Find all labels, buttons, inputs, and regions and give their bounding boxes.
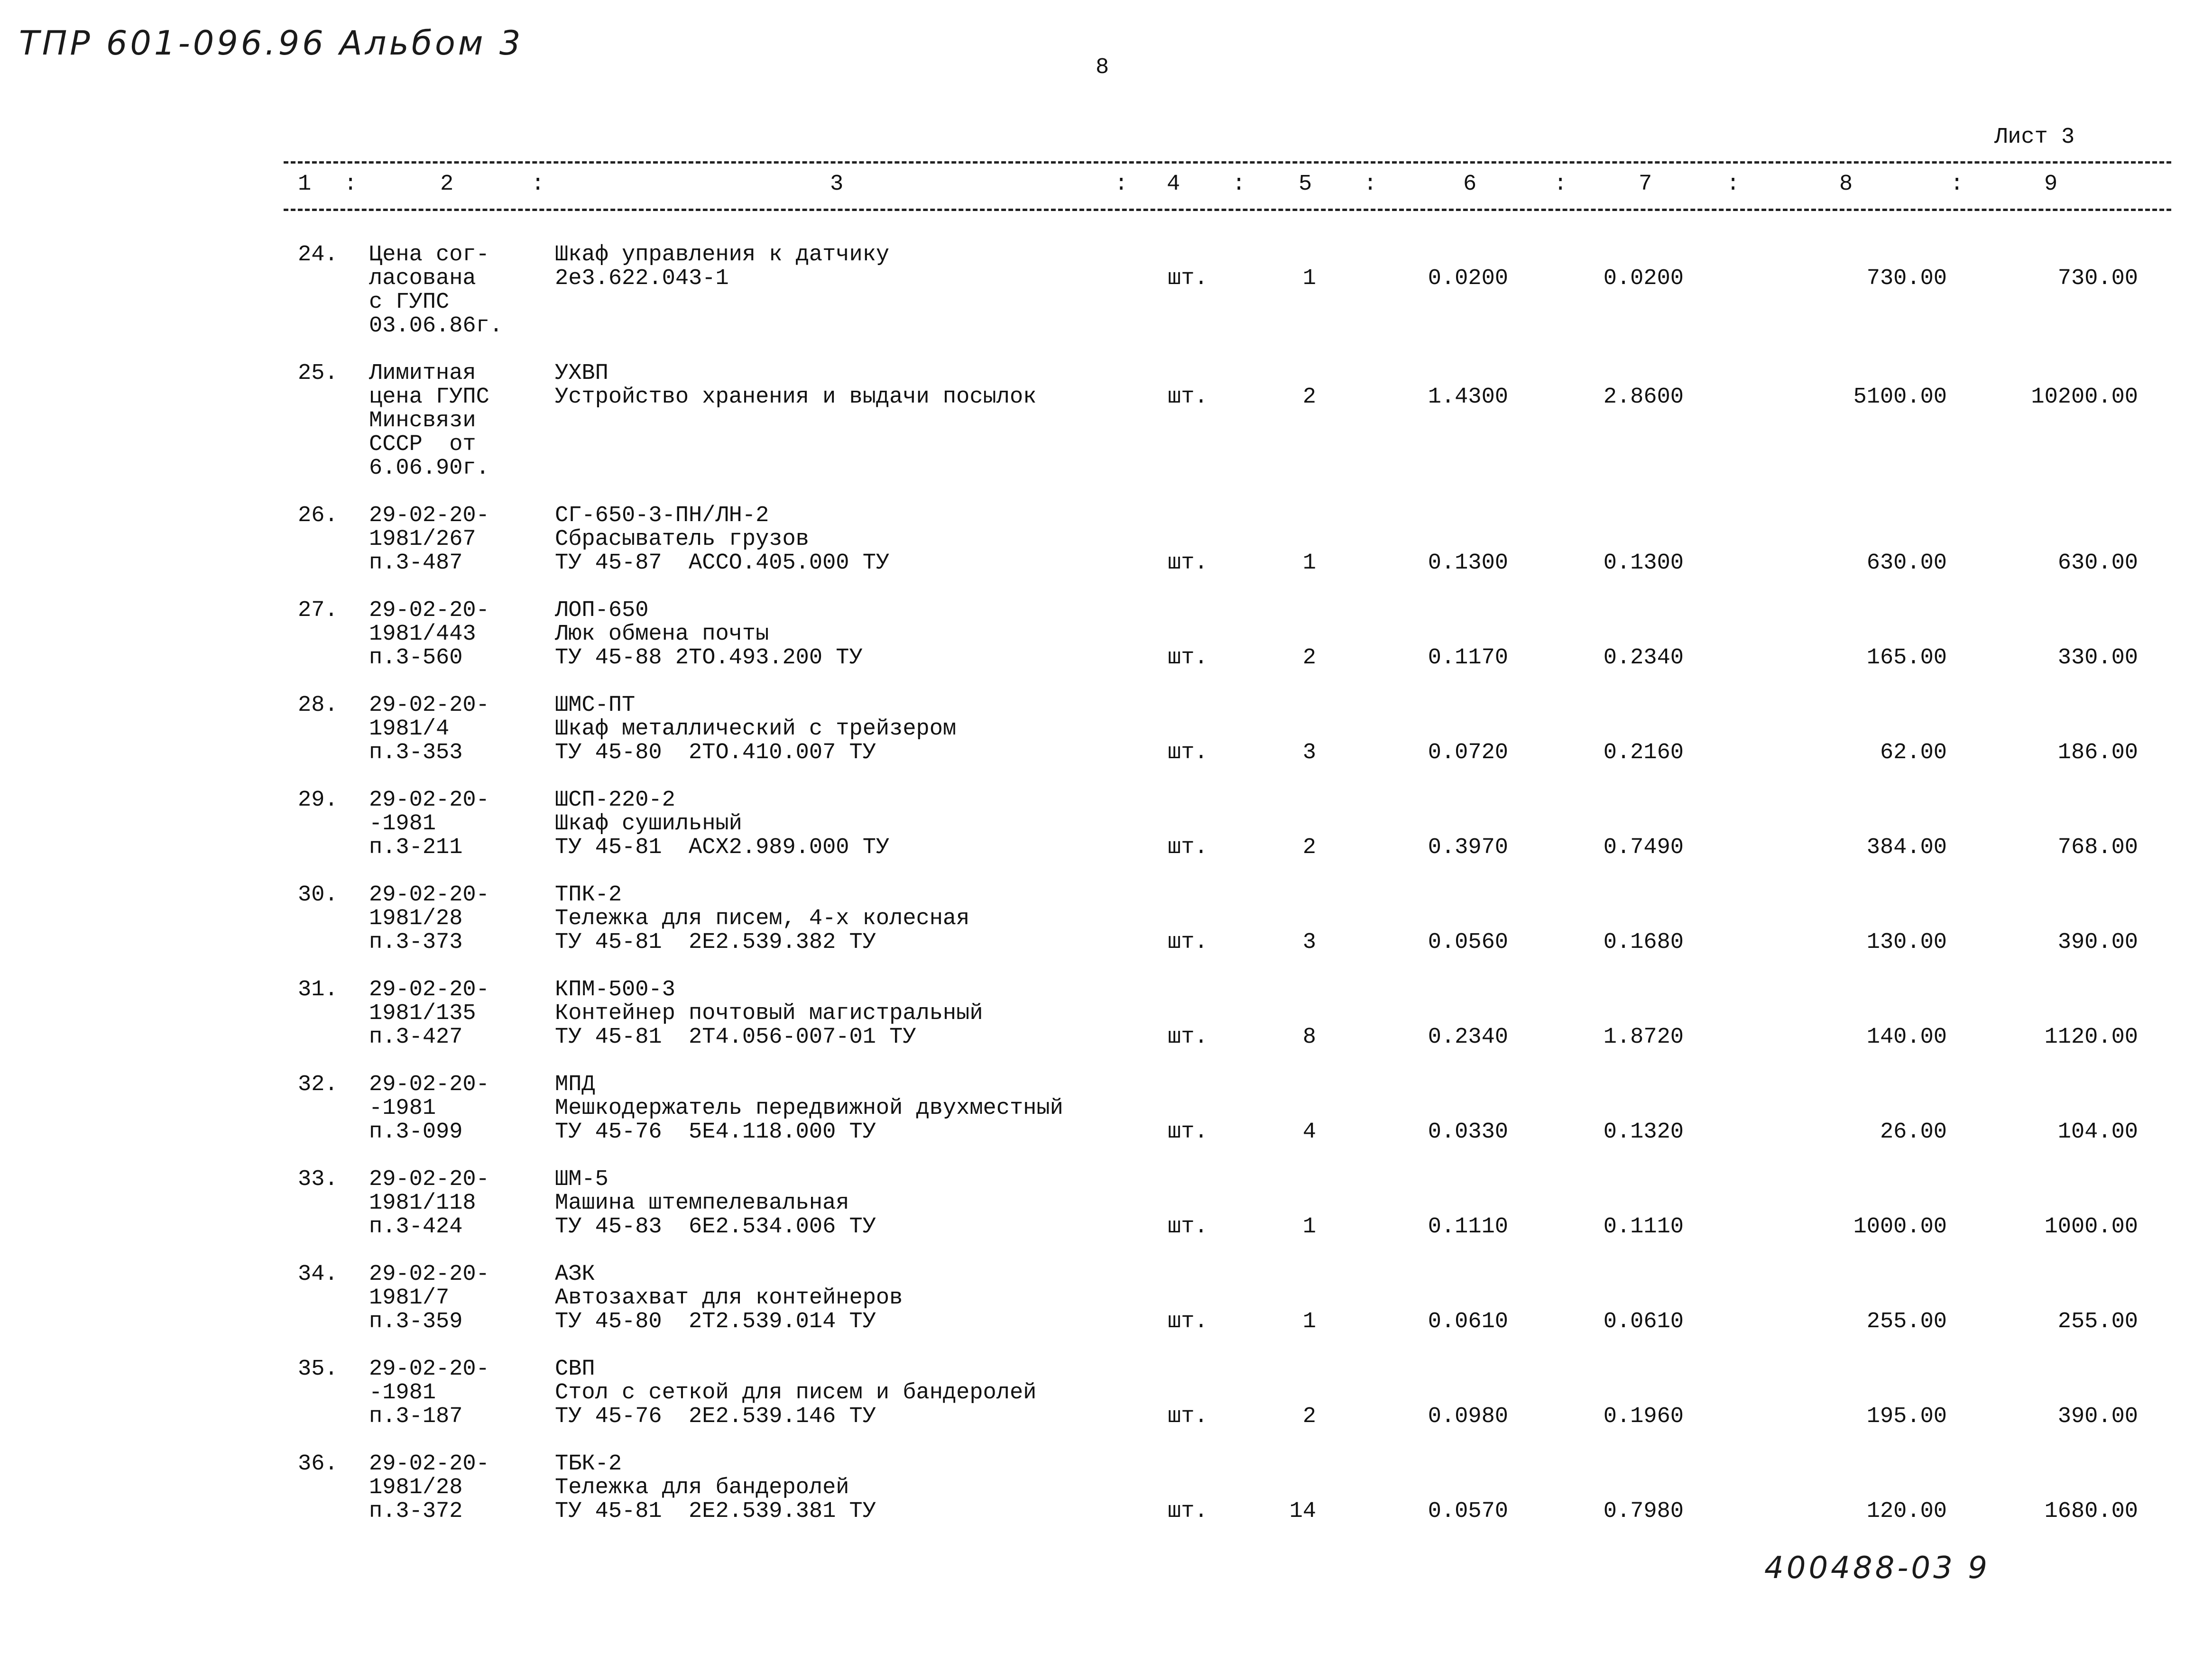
row-col8: 630.00 xyxy=(1866,551,1947,576)
row-col7: 0.0610 xyxy=(1603,1309,1684,1334)
row-description: Тележка для бандеролей xyxy=(555,1475,849,1500)
row-col8: 165.00 xyxy=(1866,645,1947,670)
row-reference: 03.06.86г. xyxy=(369,313,503,339)
column-header-9: 9 xyxy=(2044,172,2058,197)
row-unit: шт. xyxy=(1168,266,1208,291)
column-separator: : xyxy=(344,172,358,197)
row-reference: п.3-427 xyxy=(369,1025,463,1050)
row-unit: шт. xyxy=(1168,930,1208,955)
row-reference: -1981 xyxy=(369,1380,436,1405)
row-number: 30. xyxy=(298,882,338,908)
column-separator: : xyxy=(1554,172,1567,197)
row-col8: 1000.00 xyxy=(1853,1214,1947,1239)
row-description: Шкаф управления к датчику xyxy=(555,242,890,267)
row-col6: 0.0610 xyxy=(1428,1309,1508,1334)
row-col7: 0.0200 xyxy=(1603,266,1684,291)
row-unit: шт. xyxy=(1168,1309,1208,1334)
sheet-label: Лист 3 xyxy=(1994,125,2075,150)
row-quantity: 1 xyxy=(1302,551,1316,576)
row-col8: 384.00 xyxy=(1866,835,1947,860)
row-number: 25. xyxy=(298,361,338,386)
row-number: 31. xyxy=(298,977,338,1002)
row-description: Машина штемпелевальная xyxy=(555,1191,849,1216)
row-unit: шт. xyxy=(1168,645,1208,670)
row-number: 33. xyxy=(298,1167,338,1192)
row-col6: 0.0200 xyxy=(1428,266,1508,291)
row-number: 26. xyxy=(298,503,338,528)
row-description: ТБК-2 xyxy=(555,1451,622,1477)
row-reference: 29-02-20- xyxy=(369,882,489,908)
row-reference: п.3-359 xyxy=(369,1309,463,1334)
row-col8: 730.00 xyxy=(1866,266,1947,291)
row-description: 2е3.622.043-1 xyxy=(555,266,729,291)
row-description: Устройство хранения и выдачи посылок xyxy=(555,385,1037,410)
row-description: Тележка для писем, 4-х колесная xyxy=(555,906,970,931)
row-reference: 29-02-20- xyxy=(369,1262,489,1287)
row-description: ТУ 45-76 5Е4.118.000 ТУ xyxy=(555,1120,876,1145)
row-col9: 330.00 xyxy=(2057,645,2138,670)
row-reference: 1981/443 xyxy=(369,622,476,647)
row-col6: 0.0330 xyxy=(1428,1120,1508,1145)
row-col7: 0.1960 xyxy=(1603,1404,1684,1429)
row-unit: шт. xyxy=(1168,835,1208,860)
row-col6: 0.1110 xyxy=(1428,1214,1508,1239)
row-unit: шт. xyxy=(1168,1214,1208,1239)
header-top-rule xyxy=(284,161,2171,164)
row-reference: 29-02-20- xyxy=(369,788,489,813)
row-col8: 120.00 xyxy=(1866,1499,1947,1524)
row-number: 24. xyxy=(298,242,338,267)
row-reference: Лимитная xyxy=(369,361,476,386)
handwritten-footer-code: 400488-03 9 xyxy=(1764,1551,1990,1586)
row-col7: 2.8600 xyxy=(1603,385,1684,410)
row-unit: шт. xyxy=(1168,740,1208,765)
row-reference: 29-02-20- xyxy=(369,1357,489,1382)
row-reference: 29-02-20- xyxy=(369,598,489,623)
row-reference: п.3-373 xyxy=(369,930,463,955)
row-reference: 1981/267 xyxy=(369,527,476,552)
row-description: ТУ 45-80 2ТО.410.007 ТУ xyxy=(555,740,876,765)
row-reference: 6.06.90г. xyxy=(369,456,489,481)
row-reference: -1981 xyxy=(369,1096,436,1121)
column-separator: : xyxy=(531,172,545,197)
row-col7: 0.1110 xyxy=(1603,1214,1684,1239)
row-description: Люк обмена почты xyxy=(555,622,769,647)
row-col6: 0.0720 xyxy=(1428,740,1508,765)
row-reference: 29-02-20- xyxy=(369,1451,489,1477)
row-reference: Минсвязи xyxy=(369,408,476,433)
row-description: ТУ 45-81 2Т4.056-007-01 ТУ xyxy=(555,1025,916,1050)
row-description: Контейнер почтовый магистральный xyxy=(555,1001,983,1026)
row-description: ТУ 45-81 2Е2.539.381 ТУ xyxy=(555,1499,876,1524)
row-col8: 5100.00 xyxy=(1853,385,1947,410)
row-col9: 186.00 xyxy=(2057,740,2138,765)
row-col9: 768.00 xyxy=(2057,835,2138,860)
row-reference: п.3-211 xyxy=(369,835,463,860)
row-unit: шт. xyxy=(1168,1499,1208,1524)
row-description: ШСП-220-2 xyxy=(555,788,675,813)
row-reference: СССР от xyxy=(369,432,476,457)
row-description: СВП xyxy=(555,1357,595,1382)
row-col9: 630.00 xyxy=(2057,551,2138,576)
row-col8: 195.00 xyxy=(1866,1404,1947,1429)
row-col7: 1.8720 xyxy=(1603,1025,1684,1050)
row-col6: 0.3970 xyxy=(1428,835,1508,860)
column-header-1: 1 xyxy=(298,172,312,197)
row-reference: ласована xyxy=(369,266,476,291)
row-col6: 0.0560 xyxy=(1428,930,1508,955)
row-reference: п.3-424 xyxy=(369,1214,463,1239)
row-col7: 0.2340 xyxy=(1603,645,1684,670)
row-reference: цена ГУПС xyxy=(369,385,489,410)
page-number: 8 xyxy=(1096,55,1109,80)
row-quantity: 1 xyxy=(1302,1309,1316,1334)
row-quantity: 3 xyxy=(1302,740,1316,765)
row-reference: 1981/28 xyxy=(369,1475,463,1500)
row-unit: шт. xyxy=(1168,385,1208,410)
row-reference: п.3-487 xyxy=(369,551,463,576)
row-col7: 0.1680 xyxy=(1603,930,1684,955)
row-col9: 10200.00 xyxy=(2031,385,2138,410)
row-col9: 104.00 xyxy=(2057,1120,2138,1145)
row-reference: 1981/4 xyxy=(369,716,450,742)
row-reference: 1981/118 xyxy=(369,1191,476,1216)
row-number: 36. xyxy=(298,1451,338,1477)
row-col6: 0.0980 xyxy=(1428,1404,1508,1429)
column-separator: : xyxy=(1950,172,1964,197)
column-header-8: 8 xyxy=(1839,172,1853,197)
row-quantity: 4 xyxy=(1302,1120,1316,1145)
column-separator: : xyxy=(1115,172,1128,197)
row-col6: 0.2340 xyxy=(1428,1025,1508,1050)
row-description: ТУ 45-76 2Е2.539.146 ТУ xyxy=(555,1404,876,1429)
row-description: Автозахват для контейнеров xyxy=(555,1285,903,1311)
row-quantity: 2 xyxy=(1302,385,1316,410)
row-number: 29. xyxy=(298,788,338,813)
row-description: СГ-650-3-ПН/ЛН-2 xyxy=(555,503,769,528)
row-col7: 0.7980 xyxy=(1603,1499,1684,1524)
row-col9: 1680.00 xyxy=(2044,1499,2138,1524)
row-description: УХВП xyxy=(555,361,608,386)
row-col8: 130.00 xyxy=(1866,930,1947,955)
column-header-3: 3 xyxy=(830,172,844,197)
row-unit: шт. xyxy=(1168,1120,1208,1145)
row-number: 34. xyxy=(298,1262,338,1287)
row-col6: 1.4300 xyxy=(1428,385,1508,410)
row-reference: п.3-560 xyxy=(369,645,463,670)
row-quantity: 2 xyxy=(1302,645,1316,670)
row-col9: 255.00 xyxy=(2057,1309,2138,1334)
row-reference: Цена сог- xyxy=(369,242,489,267)
row-col9: 730.00 xyxy=(2057,266,2138,291)
row-reference: п.3-372 xyxy=(369,1499,463,1524)
row-col8: 62.00 xyxy=(1880,740,1947,765)
row-description: ТУ 45-87 АССО.405.000 ТУ xyxy=(555,551,890,576)
row-col9: 1000.00 xyxy=(2044,1214,2138,1239)
row-reference: 1981/7 xyxy=(369,1285,450,1311)
row-reference: 1981/28 xyxy=(369,906,463,931)
row-description: Стол с сеткой для писем и бандеролей xyxy=(555,1380,1037,1405)
row-reference: п.3-099 xyxy=(369,1120,463,1145)
row-col7: 0.1300 xyxy=(1603,551,1684,576)
row-col7: 0.1320 xyxy=(1603,1120,1684,1145)
row-col7: 0.2160 xyxy=(1603,740,1684,765)
row-reference: п.3-353 xyxy=(369,740,463,765)
row-col8: 140.00 xyxy=(1866,1025,1947,1050)
row-col6: 0.0570 xyxy=(1428,1499,1508,1524)
row-description: ТУ 45-81 АСХ2.989.000 ТУ xyxy=(555,835,890,860)
row-col8: 255.00 xyxy=(1866,1309,1947,1334)
row-reference: 1981/135 xyxy=(369,1001,476,1026)
header-bottom-rule xyxy=(284,209,2171,211)
row-col6: 0.1170 xyxy=(1428,645,1508,670)
row-description: ТПК-2 xyxy=(555,882,622,908)
row-quantity: 2 xyxy=(1302,835,1316,860)
row-number: 35. xyxy=(298,1357,338,1382)
row-description: Шкаф металлический с трейзером xyxy=(555,716,957,742)
row-description: ТУ 45-81 2Е2.539.382 ТУ xyxy=(555,930,876,955)
row-number: 28. xyxy=(298,693,338,718)
row-description: МПД xyxy=(555,1072,595,1097)
row-description: ШМ-5 xyxy=(555,1167,608,1192)
column-header-4: 4 xyxy=(1167,172,1180,197)
row-reference: с ГУПС xyxy=(369,290,450,315)
row-quantity: 8 xyxy=(1302,1025,1316,1050)
row-unit: шт. xyxy=(1168,551,1208,576)
row-quantity: 3 xyxy=(1302,930,1316,955)
column-separator: : xyxy=(1364,172,1377,197)
handwritten-document-code: ТПР 601-096.96 Альбом 3 xyxy=(19,24,524,63)
row-description: АЗК xyxy=(555,1262,595,1287)
row-description: Сбрасыватель грузов xyxy=(555,527,809,552)
column-header-5: 5 xyxy=(1299,172,1312,197)
row-reference: -1981 xyxy=(369,811,436,836)
row-reference: 29-02-20- xyxy=(369,693,489,718)
row-reference: п.3-187 xyxy=(369,1404,463,1429)
row-reference: 29-02-20- xyxy=(369,1167,489,1192)
row-col9: 1120.00 xyxy=(2044,1025,2138,1050)
row-unit: шт. xyxy=(1168,1404,1208,1429)
column-header-2: 2 xyxy=(440,172,454,197)
column-separator: : xyxy=(1232,172,1246,197)
row-description: Шкаф сушильный xyxy=(555,811,742,836)
row-description: ТУ 45-88 2ТО.493.200 ТУ xyxy=(555,645,863,670)
row-quantity: 1 xyxy=(1302,266,1316,291)
column-header-6: 6 xyxy=(1463,172,1477,197)
row-description: ШМС-ПТ xyxy=(555,693,636,718)
row-col8: 26.00 xyxy=(1880,1120,1947,1145)
row-col7: 0.7490 xyxy=(1603,835,1684,860)
row-number: 27. xyxy=(298,598,338,623)
row-reference: 29-02-20- xyxy=(369,977,489,1002)
row-description: ТУ 45-83 6Е2.534.006 ТУ xyxy=(555,1214,876,1239)
row-reference: 29-02-20- xyxy=(369,503,489,528)
row-col9: 390.00 xyxy=(2057,930,2138,955)
column-header-7: 7 xyxy=(1639,172,1652,197)
row-description: ТУ 45-80 2Т2.539.014 ТУ xyxy=(555,1309,876,1334)
row-quantity: 14 xyxy=(1289,1499,1316,1524)
row-description: ЛОП-650 xyxy=(555,598,649,623)
row-description: Мешкодержатель передвижной двухместный xyxy=(555,1096,1063,1121)
row-number: 32. xyxy=(298,1072,338,1097)
column-separator: : xyxy=(1726,172,1740,197)
row-description: КПМ-500-3 xyxy=(555,977,675,1002)
row-quantity: 2 xyxy=(1302,1404,1316,1429)
row-quantity: 1 xyxy=(1302,1214,1316,1239)
row-col6: 0.1300 xyxy=(1428,551,1508,576)
row-col9: 390.00 xyxy=(2057,1404,2138,1429)
row-unit: шт. xyxy=(1168,1025,1208,1050)
row-reference: 29-02-20- xyxy=(369,1072,489,1097)
